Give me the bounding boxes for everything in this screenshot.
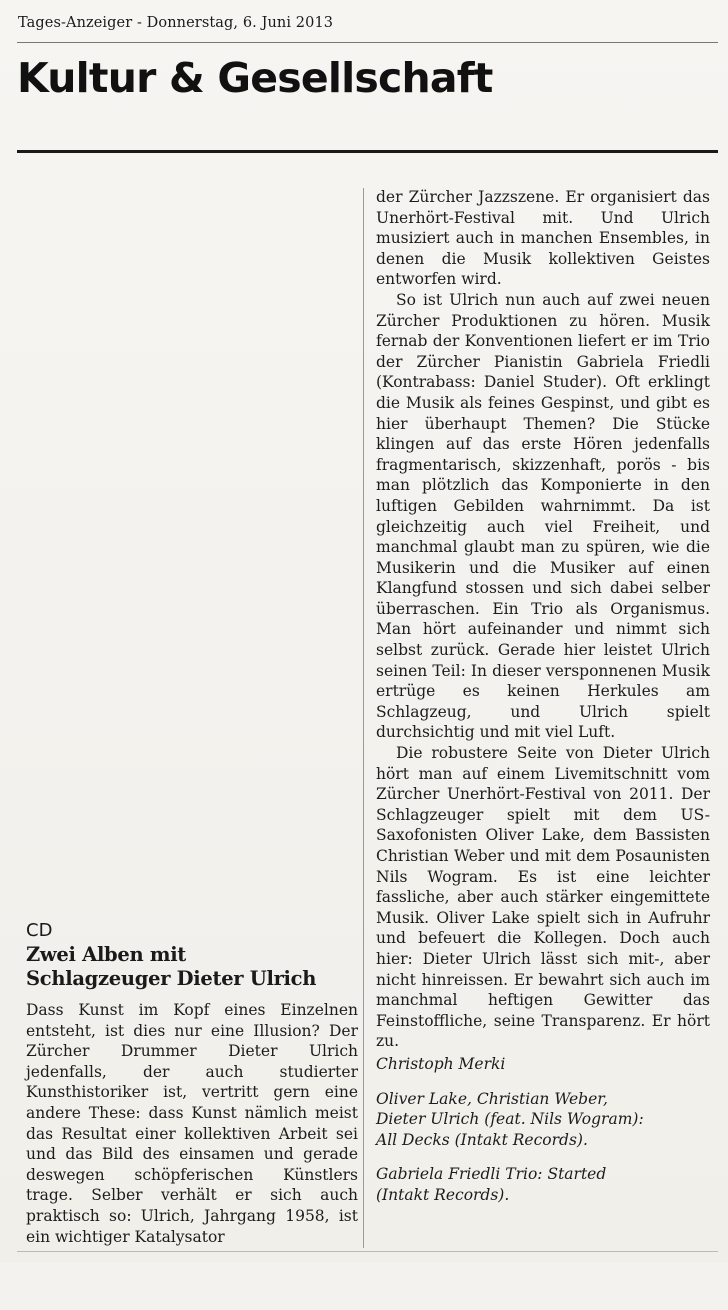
headline-line-2: Schlagzeuger Dieter Ulrich [26,967,317,990]
section-title: Kultur & Gesellschaft [17,54,493,102]
paragraph-1-part-a: Dass Kunst im Kopf eines Einzelnen entsteht, ist dies nur eine Illusion? Der Zürcher Drummer Dieter Ulrich jedenfalls, der auch studierter Kunsthistoriker ist, vertritt gern eine andere These: dass Kunst nämlich meist das Resultat einer kollektiven Arbeit sei und das Bild des einsamen und gerade deswegen schöpferischen Künstlers trage. Selber verhält er sich auch praktisch so: Ulrich, Jahrgang 1958, ist ein wichtiger Katalysator [26,1001,358,1246]
right-column-text [376,187,710,1206]
header-rule [17,42,718,43]
headline-line-1: Zwei Alben mit [26,943,187,966]
dateline: Tages-Anzeiger - Donnerstag, 6. Juni 2013 [18,15,334,31]
album1-line-3: All Decks (Intakt Records). [376,1130,588,1149]
kicker: CD [26,920,53,941]
column-divider [363,188,364,1248]
album2-line-1: Gabriela Friedli Trio: Started [376,1165,607,1184]
section-rule [17,150,718,153]
album2-line-2: (Intakt Records). [376,1185,510,1204]
left-column-text [24,1000,358,1310]
album1-line-1: Oliver Lake, Christian Weber, [376,1089,608,1108]
author-byline: Christoph Merki [376,1054,506,1073]
album-info-2 [376,1164,710,1205]
album-info-1 [376,1089,710,1151]
page-bottom-rule [17,1251,718,1252]
paragraph-3: Die robustere Seite von Dieter Ulrich hört man auf einem Livemitschnitt vom Zürcher Unerhört-Festival von 2011. Der Schlagzeuger spielt mit dem US-Saxofonisten Oliver Lake, dem Bassisten Christian Weber und mit dem Posaunisten Nils Wogram. Es ist eine leichter fassliche, aber auch stärker eingemittete Musik. Oliver Lake spielt sich in Aufruhr und befeuert die Kollegen. Doch auch hier: Dieter Ulrich lässt sich mit-, aber nicht hinreissen. Er bewahrt sich auch im manchmal heftigen Gewitter das Feinstoffliche, seine Transparenz. Er hört zu. [376,744,710,1051]
album1-line-2: Dieter Ulrich (feat. Nils Wogram): [376,1110,644,1129]
paragraph-1-part-b: der Zürcher Jazzszene. Er organisiert das Unerhört-Festival mit. Und Ulrich musiziert auch in manchen Ensembles, in denen die Musik kollektiven Geistes entworfen wird. [376,188,710,289]
paragraph-2: So ist Ulrich nun auch auf zwei neuen Zürcher Produktionen zu hören. Musik fernab der Konventionen liefert er im Trio der Zürcher Pianistin Gabriela Friedli (Kontrabass: Daniel Studer). Oft erklingt die Musik als feines Gespinst, und gibt es hier überhaupt Themen? Die Stücke klingen auf das erste Hören jedenfalls fragmentarisch, skizzenhaft, porös - bis man plötzlich das Komponierte in den luftigen Gebilden wahrnimmt. Da ist gleichzeitig auch viel Freiheit, und manchmal glaubt man zu spüren, wie die Musikerin und die Musiker auf einen Klangfund stossen und sich dabei selber überraschen. Ein Trio als Organismus. Man hört aufeinander und nimmt sich selbst zurück. Gerade hier leistet Ulrich seinen Teil: In dieser versponnenen Musik ertrüge es keinen Herkules am Schlagzeug, und Ulrich spielt durchsichtig und mit viel Luft. [376,290,710,742]
headline [26,943,358,991]
